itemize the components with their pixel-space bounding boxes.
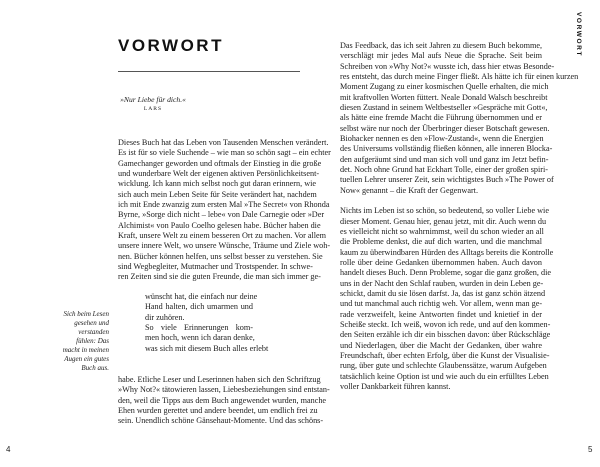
body-text-right [340, 41, 579, 392]
text-line: Nichts im Leben ist so schön, so bedeutend, so voller Liebe wie [340, 206, 549, 216]
text-line: sind Wegbegleiter, Mutmacher und Trostspender. In schwe- [118, 262, 313, 272]
text-line: verschlägt mir jedes Mal aufs Neue die Sprache. Seit beim [340, 51, 542, 61]
page-number-left: 4 [6, 445, 11, 454]
text-line: Kraft, unsere Welt zu einem besseren Ort zu machen. Vor allem [118, 231, 327, 241]
text-line: rung, über gute und schlechte Glaubenssätze, warum Aufgeben [340, 361, 547, 371]
body-text-main [118, 138, 331, 283]
text-line: det. Noch ohne Grund hat Eckhart Tolle, einer der großen spiri- [340, 165, 548, 175]
text-line: dieser Moment. Genau hier, genau jetzt, mit dir. Auch wenn du [340, 216, 547, 226]
running-head-label: VORWORT [575, 12, 582, 58]
title-divider [118, 71, 300, 72]
text-line: Das Feedback, das ich seit Jahren zu diesem Buch bekomme, [340, 41, 542, 50]
text-line: ich mit Ende zwanzig zum ersten Mal »The Secret« von Rhonda [118, 200, 330, 210]
text-line: tatsächlich keine Option ist und wie auch du ein erfülltes Leben [340, 371, 549, 381]
text-line: uns in der Nacht den Schlaf rauben, wurden in dein Leben ge- [340, 278, 544, 288]
text-line: und tut manchmal auch richtig weh. Vor allem, wenn man ge- [340, 299, 543, 309]
text-line: die Probleme denkst, die auf dich warten, und die manchmal [340, 237, 542, 247]
text-line: Es ist für so viele Suchende – wie man so schön sagt – ein echter [118, 148, 331, 158]
right-page [300, 0, 600, 467]
text-line: dir zuhören. [145, 312, 185, 322]
text-line: sein. Unendlich schöne Gänsehaut-Momente. Und das schöns- [118, 416, 324, 426]
text-line: Moment Zugang zu einer kosmischen Quelle erhalten, die mich [340, 82, 549, 92]
text-line: men hoch, wenn ich daran denke, [145, 333, 255, 343]
text-line: Scheiße steckt. Ich weiß, wovon ich rede, und auf den kommen- [340, 319, 551, 329]
text-line: Freundschaft, über echten Erfolg, über die Kunst der Visualisie- [340, 350, 550, 360]
body-text-tail [118, 375, 330, 427]
text-line: unsere innere Welt, wo unsere Wünsche, Träume und Ziele woh- [118, 241, 331, 251]
text-line: es vielleicht nicht so wahrnimmst, weil du schon wieder an all [340, 226, 544, 236]
text-line: sich auch mein Leben Seite für Seite verändert hat, nachdem [118, 189, 317, 199]
paragraph-1 [340, 41, 579, 196]
text-line: »Why Not?« tätowieren lassen, Liebesbeziehungen sind entstan- [118, 385, 330, 395]
text-line: Gamechanger geworden und oftmals der Einstieg in die große [118, 158, 322, 168]
text-line: wicklung. Ich kann mich selbst noch gut daran erinnern, wie [118, 179, 317, 189]
dedication-author: LARS [143, 106, 163, 112]
text-line: kaum zu überwindbaren Hürden des Alltags bereits die Kontrolle [340, 247, 554, 257]
dedication [110, 95, 196, 112]
text-line: und Niederlagen, über die Macht der Gedanken, über wahre [340, 340, 542, 350]
text-line: voller Dankbarkeit führen kannst. [340, 382, 451, 391]
text-line: Ehen wurden gerettet und andere beendet, um endlich frei zu [118, 406, 318, 416]
paragraph-gap [340, 196, 542, 206]
chapter-title: VORWORT [118, 36, 224, 55]
text-line: tuellen Lehrer unserer Zeit, sein wichtigstes Buch »The Power of [340, 175, 554, 185]
text-line: was sich mit diesem Buch alles erlebt [145, 343, 269, 353]
text-line: den aufgeräumt sind und man sich voll und ganz im Jetzt befin- [340, 154, 549, 164]
text-line: den Seiten erzähle ich dir ein bisschen davon: über Rückschläge [340, 330, 551, 340]
text-line: und wunderbare Welt der eigenen aktiven Persönlichkeitsent- [118, 169, 320, 179]
text-line: handelt dieses Buch. Denn Probleme, sogar die ganz großen, die [340, 268, 551, 278]
text-line: diesen Zustand in seinem Weltbestseller »Gespräche mit Gott«, [340, 103, 548, 113]
running-head [572, 12, 586, 58]
text-line: Hand halten, dich umarmen und [145, 302, 253, 312]
text-line: So viele Erinnerungen kom- [145, 323, 253, 333]
text-line: des Universums vollständig fließen können, alle inneren Blocka- [340, 144, 553, 154]
text-line: habe. Etliche Leser und Leserinnen haben sich den Schriftzug [118, 375, 321, 384]
margin-pull-quote: Sich beim Lesen gesehen und verstanden fühlen: Das macht in meinen Augen ein gutes Buch aus. [62, 310, 109, 372]
text-line: wünscht hat, die einfach nur deine [145, 292, 258, 301]
text-line: res entsteht, das durch meine Finger fließt. Als hätte ich für einen kurzen [340, 72, 579, 82]
text-line: schickt, damit du sie lösen darfst. Ja, das ist ganz schön ätzend [340, 288, 546, 298]
text-line: als hätte eine fremde Macht die Führung übernommen und er [340, 113, 542, 123]
text-line: Byrne, »Sorge dich nicht – lebe« von Dale Carnegie oder »Der [118, 210, 325, 220]
text-line: rolle über deine Gedanken übernommen haben. Auch davon [340, 257, 542, 267]
text-line: Now« genannt – die Kraft der Gegenwart. [340, 185, 479, 195]
text-line: rade verzweifelt, keine Antworten findet und knietief in der [340, 309, 542, 319]
text-line: den, weil die Tipps aus dem Buch angewendet wurden, manche [118, 395, 327, 405]
dedication-quote: »Nur Liebe für dich.« [120, 95, 186, 104]
text-line: Schreiben von »Why Not?« wusste ich, dass hier etwas Besonde- [340, 61, 555, 71]
text-line: ren Zeiten sind sie die guten Freunde, die man sich immer ge- [118, 272, 321, 282]
text-line: nen. Bücher können helfen, uns selbst besser zu verstehen. Sie [118, 251, 323, 261]
body-text-indented [145, 292, 269, 354]
text-line: mit kraftvollen Worten füttert. Neale Donald Walsch beschreibt [340, 92, 548, 102]
text-line: selbst wäre nur noch der Überbringer dieser Botschaft gewesen. [340, 123, 550, 133]
page-number-right: 5 [588, 445, 593, 454]
text-line: Dieses Buch hat das Leben von Tausenden Menschen verändert. [118, 138, 329, 147]
text-line: Biohacker nennen es den »Flow-Zustand«, wenn die Energien [340, 134, 544, 144]
text-line: Alchimist« von Paulo Coelho gelesen habe. Bücher haben die [118, 220, 321, 230]
paragraph-2 [340, 206, 554, 392]
